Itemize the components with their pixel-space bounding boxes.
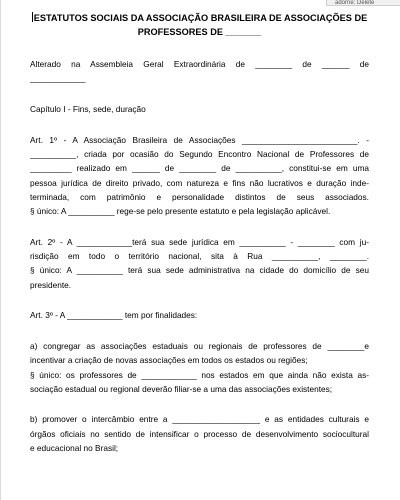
article-1-sole-paragraph: § único: A __________ rege-se pelo presente estatuto e pela legislação aplicável. [30, 206, 331, 217]
article-2 [30, 235, 369, 292]
article-3-item-b [30, 412, 369, 455]
altered-line-1: Alterado na Assembleia Geral Extraordinária de ________ de ______ de [30, 59, 369, 69]
article-3-item-b-line: órgãos oficiais no sentido de intensificar o processo de desenvolvimento sociocultural [30, 428, 369, 439]
article-1-line: Art. 1º - A Associação Brasileira de Associações _________________________. - [30, 134, 369, 145]
article-1-line: terminada, com patrimônio e personalidade distintos de seus associados. [30, 192, 369, 203]
article-2-line: Art. 2º - A ____________terá sua sede jurídica em __________ - ________ com ju- [30, 236, 369, 247]
article-2-line: presidente. [30, 279, 72, 290]
corner-tag: adorne: Delete [326, 0, 400, 6]
chapter-heading-text: Capítulo I - Fins, sede, duração [30, 103, 146, 114]
chapter-heading [30, 102, 369, 116]
altered-paragraph [30, 57, 369, 86]
article-3-item-a-line: a) congregar as associações estaduais ou regionais de professores de ________e [30, 341, 369, 352]
article-3-item-b-line: e educacional no Brasil; [30, 442, 119, 453]
article-2-line: risdição em todo o território nacional, sita à Rua __________, ________. [30, 250, 369, 261]
article-2-sole-paragraph: § único: A __________ terá sua sede administrativa na cidade do domicílio de seu [30, 265, 369, 276]
article-3-item-a-line: incentivar a criação de novas associações em todos os estados ou regiões; [30, 355, 308, 366]
title-line-2: PROFESSORES DE _______ [137, 27, 262, 37]
article-1-line: _________ realizado em ______ de ________ de __________, constitui-se em uma [30, 163, 369, 174]
article-1 [30, 133, 369, 219]
article-3-item-a-sole-paragraph: § único: os professores de ____________ nos estados em que ainda não exista as- [30, 369, 369, 380]
text-cursor [32, 12, 33, 22]
article-3-intro-text: Art. 3º - A ____________ tem por finalidades: [30, 309, 198, 320]
document-title [30, 11, 369, 39]
title-line-1-text: ESTATUTOS SOCIAIS DA ASSOCIAÇÃO BRASILEIRA DE ASSOCIAÇÕES DE [33, 13, 368, 23]
altered-line-2: ____________ [30, 73, 86, 84]
article-1-line: __________, criada por ocasião do Segundo Encontro Nacional de Professores de [30, 149, 369, 160]
article-3-item-a [30, 339, 369, 396]
article-3-intro [30, 308, 369, 322]
title-line-1 [30, 11, 369, 25]
document-body [30, 11, 369, 455]
article-3-item-b-line: b) promover o intercâmbio entre a ___________________ e as entidades culturais e [30, 414, 369, 425]
page-edge [0, 0, 1, 500]
article-1-line: pessoa jurídica de direito privado, com natureza e fins não lucrativos e duração inde- [30, 177, 369, 188]
article-3-item-a-line: sociação estadual ou regional deverão filiar-se a uma das associações existentes; [30, 384, 333, 395]
